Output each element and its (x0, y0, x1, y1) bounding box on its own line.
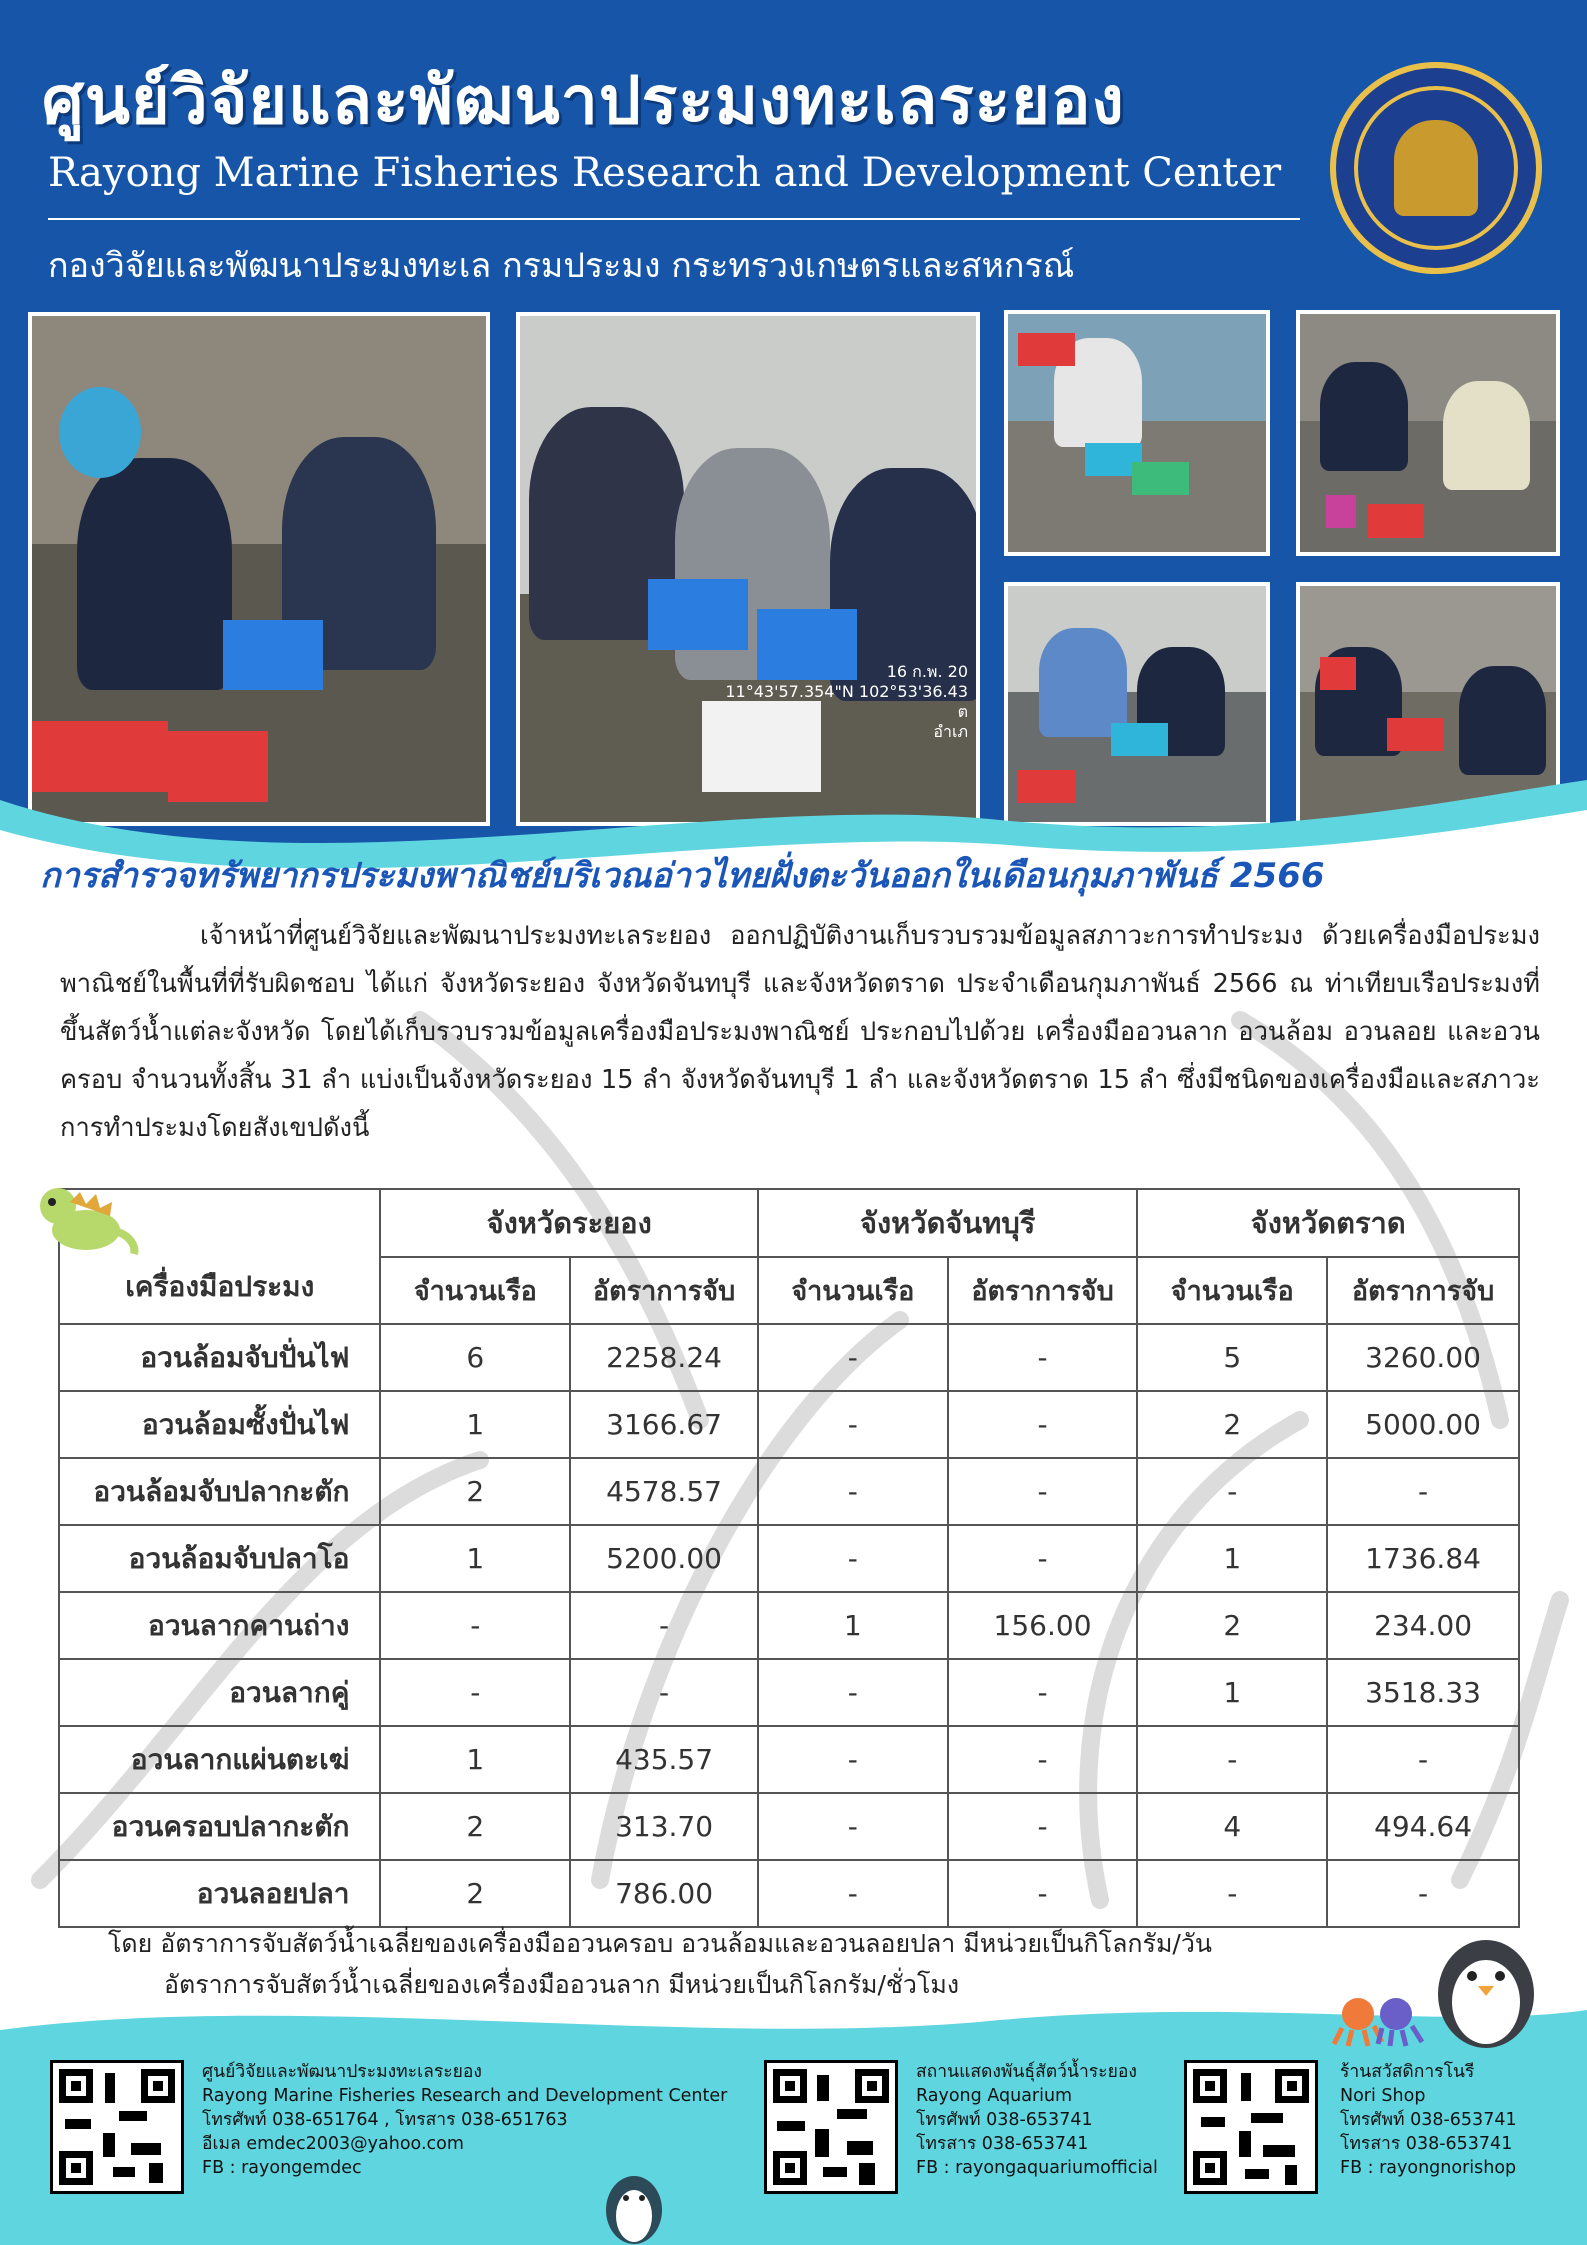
table-cell: - (758, 1324, 948, 1391)
table-cell: 156.00 (948, 1592, 1138, 1659)
province-header-trat: จังหวัดตราด (1137, 1189, 1519, 1257)
table-row (59, 1391, 1519, 1458)
table-cell: 1 (380, 1525, 570, 1592)
boats-header: จำนวนเรือ (758, 1257, 948, 1324)
fishing-gear-table (58, 1188, 1520, 1928)
table-cell: 1 (758, 1592, 948, 1659)
catch-rate-header: อัตราการจับ (570, 1257, 758, 1324)
gear-name: อวนล้อมจับปลาโอ (59, 1525, 380, 1592)
table-cell: 3166.67 (570, 1391, 758, 1458)
table-row (59, 1659, 1519, 1726)
table-cell: 1736.84 (1327, 1525, 1519, 1592)
table-cell: - (1327, 1458, 1519, 1525)
table-cell: 5 (1137, 1324, 1327, 1391)
boats-header: จำนวนเรือ (380, 1257, 570, 1324)
gear-column-header: เครื่องมือประมง (59, 1189, 380, 1324)
table-cell: 2 (380, 1793, 570, 1860)
photo-fish-sorting-pier (516, 312, 980, 826)
department-of-fisheries-seal-logo (1330, 62, 1542, 274)
catch-rate-header: อัตราการจับ (948, 1257, 1138, 1324)
table-cell: - (948, 1391, 1138, 1458)
gear-name: อวนลากแผ่นตะเฆ่ (59, 1726, 380, 1793)
octopus-mascots-icon (1330, 1990, 1440, 2050)
table-cell: - (1327, 1726, 1519, 1793)
table-row (59, 1726, 1519, 1793)
gear-name: อวนล้อมซั้งปั่นไฟ (59, 1391, 380, 1458)
table-cell: - (948, 1525, 1138, 1592)
center-title-thai: ศูนย์วิจัยและพัฒนาประมงทะเลระยอง (42, 62, 1125, 139)
table-cell: 6 (380, 1324, 570, 1391)
table-cell: - (758, 1659, 948, 1726)
photo-fish-sorting-2 (1004, 310, 1270, 556)
table-cell: - (948, 1659, 1138, 1726)
table-cell: 786.00 (570, 1860, 758, 1927)
catch-rate-note-2: อัตราการจับสัตว์น้ำเฉลี่ยของเครื่องมืออวนลาก มีหน่วยเป็นกิโลกรัม/ชั่วโมง (164, 1970, 960, 1999)
table-cell: - (948, 1324, 1138, 1391)
province-header-chanthaburi: จังหวัดจันทบุรี (758, 1189, 1137, 1257)
qr-code-center[interactable] (50, 2060, 184, 2194)
table-cell: 2 (1137, 1391, 1327, 1458)
table-cell: - (948, 1860, 1138, 1927)
photo-fish-sorting-3 (1296, 310, 1560, 556)
department-subtitle: กองวิจัยและพัฒนาประมงทะเล กรมประมง กระทรวงเกษตรและสหกรณ์ (48, 246, 1075, 286)
table-cell: 5000.00 (1327, 1391, 1519, 1458)
table-cell: - (570, 1659, 758, 1726)
table-cell: 1 (1137, 1525, 1327, 1592)
table-cell: 313.70 (570, 1793, 758, 1860)
table-row (59, 1324, 1519, 1391)
footer-contact-nori-shop: ร้านสวัสดิการโนรี Nori Shop โทรศัพท์ 038-653741 โทรสาร 038-653741 FB : rayongnorishop (1340, 2062, 1517, 2178)
table-cell: - (758, 1726, 948, 1793)
table-cell: 4578.57 (570, 1458, 758, 1525)
gear-name: อวนครอบปลากะตัก (59, 1793, 380, 1860)
table-cell: - (570, 1592, 758, 1659)
photo-fish-sorting-1 (28, 312, 490, 826)
table-cell: 234.00 (1327, 1592, 1519, 1659)
table-cell: - (1137, 1458, 1327, 1525)
table-cell: - (948, 1458, 1138, 1525)
boats-header: จำนวนเรือ (1137, 1257, 1327, 1324)
qr-code-aquarium[interactable] (764, 2060, 898, 2194)
photo-geo-stamp: 16 ก.พ. 20 11°43'57.354"N 102°53'36.43 ต อำเภ (725, 662, 968, 741)
gear-name: อวนล้อมจับปั่นไฟ (59, 1324, 380, 1391)
table-cell: - (758, 1793, 948, 1860)
footer-contact-center: ศูนย์วิจัยและพัฒนาประมงทะเลระยอง Rayong Marine Fisheries Research and Development Center โทรศัพท์ 038-651764 , โทรสาร 038-651763 อีเมล emdec2003@yahoo.com FB : rayongemdec (202, 2062, 728, 2178)
table-cell: 3518.33 (1327, 1659, 1519, 1726)
table-row (59, 1860, 1519, 1927)
table-cell: 1 (380, 1726, 570, 1793)
center-title-english: Rayong Marine Fisheries Research and Development Center (48, 150, 1282, 196)
table-cell: 3260.00 (1327, 1324, 1519, 1391)
table-cell: 2 (1137, 1592, 1327, 1659)
table-cell: - (380, 1659, 570, 1726)
table-cell: 4 (1137, 1793, 1327, 1860)
table-row (59, 1525, 1519, 1592)
table-cell: 1 (380, 1391, 570, 1458)
qr-code-nori-shop[interactable] (1184, 2060, 1318, 2194)
table-cell: - (758, 1860, 948, 1927)
table-cell: - (758, 1525, 948, 1592)
table-cell: 2 (380, 1458, 570, 1525)
table-cell: 2258.24 (570, 1324, 758, 1391)
table-cell: 435.57 (570, 1726, 758, 1793)
table-cell: 494.64 (1327, 1793, 1519, 1860)
table-cell: - (758, 1391, 948, 1458)
province-header-rayong: จังหวัดระยอง (380, 1189, 758, 1257)
table-cell: - (948, 1793, 1138, 1860)
gear-name: อวนลากคู่ (59, 1659, 380, 1726)
table-cell: - (758, 1458, 948, 1525)
table-cell: - (948, 1726, 1138, 1793)
title-divider (48, 218, 1300, 220)
gear-name: อวนลอยปลา (59, 1860, 380, 1927)
penguin-mascot-icon (1430, 1922, 1542, 2050)
catch-rate-header: อัตราการจับ (1327, 1257, 1519, 1324)
table-row (59, 1592, 1519, 1659)
table-cell: 2 (380, 1860, 570, 1927)
table-cell: 1 (1137, 1659, 1327, 1726)
article-paragraph (60, 912, 1540, 1152)
article-paragraph-text: เจ้าหน้าที่ศูนย์วิจัยและพัฒนาประมงทะเลระยอง ออกปฏิบัติงานเก็บรวบรวมข้อมูลสภาวะการทำประมง ด้วยเครื่องมือประมงพาณิชย์ในพื้นที่ที่รับผิดชอบ ได้แก่ จังหวัดระยอง จังหวัดจันทบุรี และจังหวัดตราด ประจำเดือนกุมภาพันธ์ 2566 ณ ท่าเทียบเรือประมงที่ขึ้นสัตว์น้ำแต่ละจังหวัด โดยได้เก็บรวบรวมข้อมูลเครื่องมือประมงพาณิชย์ ประกอบไปด้วย เครื่องมืออวนลาก อวนล้อม อวนลอย และอวนครอบ จำนวนทั้งสิ้น 31 ลำ แบ่งเป็นจังหวัดระยอง 15 ลำ จังหวัดจันทบุรี 1 ลำ และจังหวัดตราด 15 ลำ ซึ่งมีชนิดของเครื่องมือและสภาวะการทำประมงโดยสังเขปดังนี้ (60, 921, 1540, 1143)
table-cell: 5200.00 (570, 1525, 758, 1592)
footer-contact-aquarium: สถานแสดงพันธุ์สัตว์น้ำระยอง Rayong Aquarium โทรศัพท์ 038-653741 โทรสาร 038-653741 FB : rayongaquariumofficial (916, 2062, 1158, 2178)
table-cell: - (1137, 1726, 1327, 1793)
table-cell: - (1327, 1860, 1519, 1927)
iguana-mascot-icon (30, 1172, 140, 1264)
table-cell: - (380, 1592, 570, 1659)
gear-name: อวนล้อมจับปลากะตัก (59, 1458, 380, 1525)
table-cell: - (1137, 1860, 1327, 1927)
table-row (59, 1458, 1519, 1525)
gear-name: อวนลากคานถ่าง (59, 1592, 380, 1659)
catch-rate-note-1: โดย อัตราการจับสัตว์น้ำเฉลี่ยของเครื่องมืออวนครอบ อวนล้อมและอวนลอยปลา มีหน่วยเป็นกิโลกรัม/วัน (108, 1929, 1212, 1958)
table-row (59, 1793, 1519, 1860)
article-headline: การสำรวจทรัพยากรประมงพาณิชย์บริเวณอ่าวไทยฝั่งตะวันออกในเดือนกุมภาพันธ์ 2566 (40, 856, 1325, 896)
